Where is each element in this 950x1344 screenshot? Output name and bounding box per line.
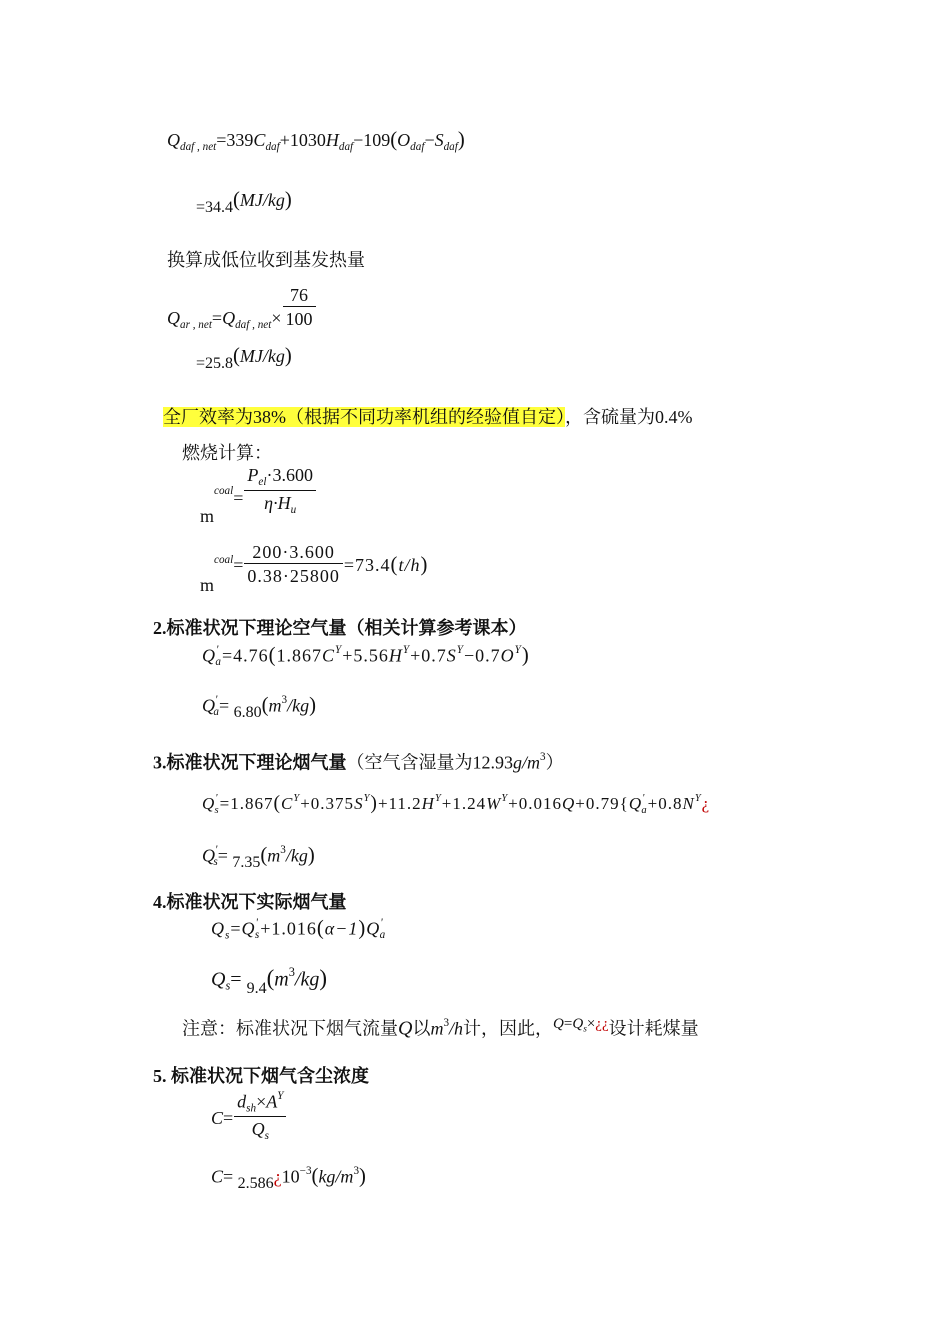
equation-qdaf-net: $Q_{daf , net}=339C_{daf}+1030H_{daf}-109(O_{daf}-S_{daf})$ bbox=[167, 129, 465, 153]
section-5-title: 5. 标准状况下烟气含尘浓度 bbox=[153, 1066, 369, 1086]
efficiency-line: 全厂效率为38%（根据不同功率机组的经验值自定），含硫量为0.4% bbox=[163, 407, 693, 427]
section-2-title: 2.标准状况下理论空气量（相关计算参考课本） bbox=[153, 618, 527, 638]
section-3-title: 3.标准状况下理论烟气量（空气含湿量为$12.93g/m^3$） bbox=[153, 751, 564, 773]
note-line: 注意：标准状况下烟气流量Q以$m^3/h$计，因此，$^{Q=Q_s\times¿¿}$设计耗煤量 bbox=[182, 1016, 699, 1040]
equation-actual-flue-gas: $Q_s=Q'_s+1.016(\alpha-1)Q'_a$ bbox=[211, 917, 387, 942]
equation-theoretical-air: $Q'_a=4.76(1.867C^Y+5.56H^Y+0.7S^Y-0.7O^Y)$ bbox=[202, 644, 530, 669]
result-theoretical-air: $Q'_a= 6.80(m^3/kg)$ bbox=[202, 694, 316, 722]
efficiency-highlight: 全厂效率为38%（根据不同功率机组的经验值自定） bbox=[163, 407, 565, 427]
result-dust-concentration: $C= 2.586¿10^{-3}(kg/m^3)$ bbox=[211, 1165, 366, 1193]
combustion-title: 燃烧计算： bbox=[182, 443, 272, 463]
equation-theoretical-flue-gas: $Q'_s=1.867(C^Y+0.375S^Y)+11.2H^Y+1.24W^Y+0.016Q+0.79\{Q'_a+0.8N^Y¿$ bbox=[202, 793, 711, 816]
result-qdaf: =34.4(MJ/kg) bbox=[196, 189, 292, 216]
section-4-title: 4.标准状况下实际烟气量 bbox=[153, 892, 347, 912]
result-theoretical-flue-gas: $Q'_s= 7.35(m^3/kg)$ bbox=[202, 844, 315, 872]
equation-qar-net: $Q_{ar , net}=Q_{daf , net}\times$ $\frac{76}{100}$ bbox=[167, 286, 317, 328]
result-qar: =25.8(MJ/kg) bbox=[196, 345, 292, 372]
result-actual-flue-gas: $Q_s= _{9.4}(m^3/kg)$ bbox=[211, 965, 327, 998]
convert-text: 换算成低位收到基发热量 bbox=[167, 250, 365, 270]
equation-mcoal-value: $m^{coal}=$ $\frac{200\cdot 3.600}{0.38\cdot 25800}$ =73.4(t/h) bbox=[200, 542, 429, 596]
equation-mcoal-formula: $m^{coal}=$ $\frac{P_{el}\cdot 3.600}{\eta\cdot H_u}$ bbox=[200, 466, 317, 516]
equation-dust-concentration: C= $\frac{d_{sh}\times A^Y}{Q_s}$ bbox=[211, 1091, 287, 1142]
